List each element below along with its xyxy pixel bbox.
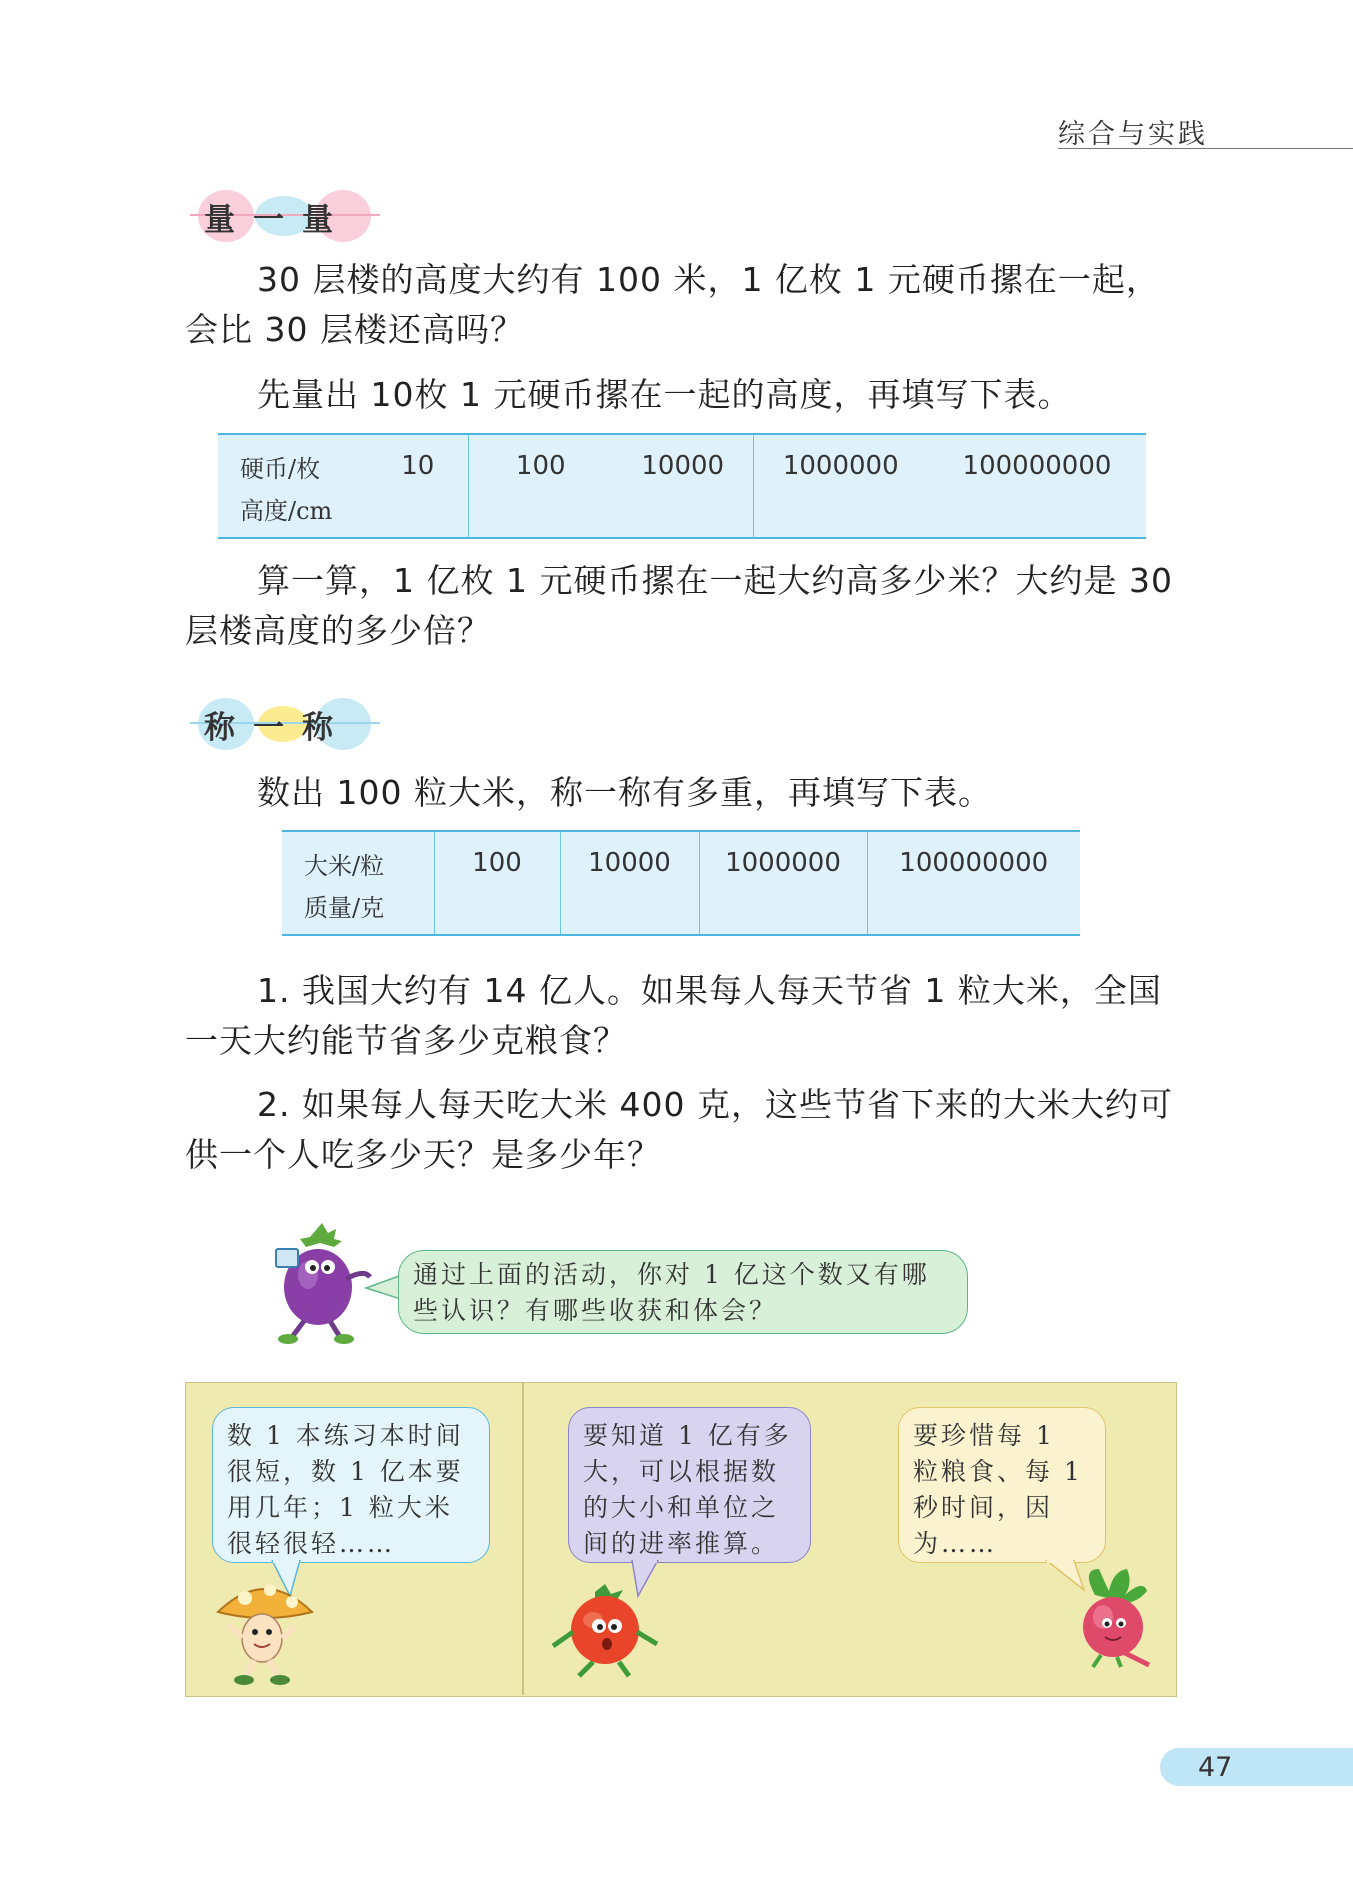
- rice-mass-row: [282, 884, 1080, 935]
- radish-character-illustration: [1065, 1565, 1165, 1670]
- weigh-question-2: 2. 如果每人每天吃大米 400 克，这些节省下来的大米大约可供一个人吃多少天？是多少年？: [185, 1085, 1173, 1174]
- rice-mass-cell: [434, 884, 560, 935]
- coin-height-cell: [928, 487, 1146, 538]
- rice-count-cell: 1000000: [699, 831, 867, 884]
- measure-paragraph-3: 算一算，1 亿枚 1 元硬币摞在一起大约高多少米？大约是 30 层楼高度的多少倍？: [185, 561, 1173, 650]
- coin-count-cell: 100000000: [962, 451, 1112, 481]
- coin-count-cell: 100: [468, 434, 613, 487]
- mushroom-speech-bubble: 数 1 本练习本时间很短，数 1 亿本要用几年；1 粒大米很轻很轻……: [212, 1407, 490, 1563]
- weigh-paragraph-1: 数出 100 粒大米，称一称有多重，再填写下表。: [257, 773, 992, 812]
- rice-count-cell: 100000000: [867, 831, 1080, 884]
- weigh-tag-label: 称一称: [204, 710, 351, 746]
- coin-count-row: [218, 434, 1146, 487]
- coin-height-cell: [468, 487, 613, 538]
- coin-height-cell: [368, 487, 468, 538]
- rice-count-row: [282, 831, 1080, 884]
- coin-height-table: [218, 433, 1146, 539]
- rice-mass-cell: [560, 884, 699, 935]
- section-header-title: 综合与实践: [1058, 119, 1208, 150]
- coin-height-cell: [753, 487, 928, 538]
- eggplant-speech-bubble: 通过上面的活动，你对 1 亿这个数又有哪些认识？有哪些收获和体会？: [398, 1250, 968, 1334]
- measure-paragraph-2: 先量出 10枚 1 元硬币摞在一起的高度，再填写下表。: [257, 375, 1072, 414]
- rice-mass-cell: [867, 884, 1080, 935]
- coin-count-label: 硬币/枚: [240, 454, 321, 483]
- measure-section-tag: [190, 190, 380, 238]
- rice-mass-cell: [699, 884, 867, 935]
- coin-count-cell: 10: [401, 451, 435, 481]
- measure-paragraph-1: 30 层楼的高度大约有 100 米，1 亿枚 1 元硬币摞在一起，会比 30 层楼还高吗？: [185, 260, 1160, 349]
- coin-count-cell: 10000: [641, 451, 725, 481]
- coin-height-cell: [613, 487, 753, 538]
- weigh-section-tag: [190, 698, 380, 746]
- coin-height-row: [218, 487, 1146, 538]
- tomato-character-illustration: [545, 1580, 665, 1680]
- radish-speech-bubble: 要珍惜每 1 粒粮食、每 1 秒时间，因为……: [898, 1407, 1106, 1563]
- tomato-speech-bubble: 要知道 1 亿有多大，可以根据数的大小和单位之间的进率推算。: [568, 1407, 811, 1563]
- rice-count-cell: 100: [434, 831, 560, 884]
- coin-count-cell: 1000000: [753, 434, 928, 487]
- page-number-tab: [1160, 1748, 1353, 1786]
- coin-height-label: 高度/cm: [240, 496, 333, 525]
- weigh-question-1: 1. 我国大约有 14 亿人。如果每人每天节省 1 粒大米，全国一天大约能节省多少克粮食？: [185, 971, 1162, 1060]
- page-number: 47: [1198, 1752, 1233, 1783]
- rice-count-cell: 10000: [560, 831, 699, 884]
- rice-count-label: 大米/粒: [304, 851, 385, 880]
- mushroom-character-illustration: [210, 1572, 320, 1687]
- rice-mass-label: 质量/克: [304, 893, 385, 922]
- rice-mass-table: [282, 830, 1080, 936]
- panel-divider: [522, 1383, 524, 1695]
- section-header: [1058, 112, 1353, 149]
- measure-tag-label: 量一量: [204, 202, 351, 238]
